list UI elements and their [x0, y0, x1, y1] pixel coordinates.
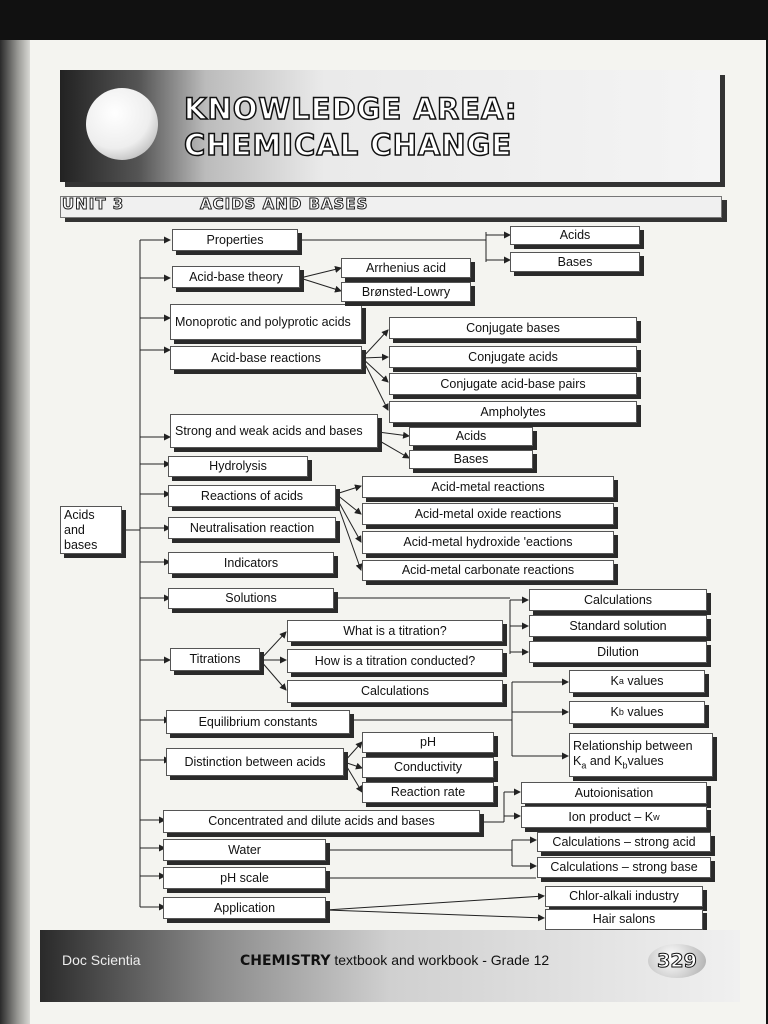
node-dilution: Dilution: [529, 641, 707, 663]
node-hydrolysis: Hydrolysis: [168, 456, 308, 477]
node-conjugate-acids: Conjugate acids: [389, 346, 637, 368]
node-equilibrium-constants: Equilibrium constants: [166, 710, 350, 734]
relationship-line1: Relationship between: [573, 738, 693, 753]
node-ion-product: [521, 806, 707, 828]
heading-line2: CHEMICAL CHANGE: [184, 128, 513, 162]
node-how-titration: How is a titration conducted?: [287, 649, 503, 673]
relationship-end: values: [627, 753, 664, 768]
node-bases-properties: Bases: [510, 252, 640, 272]
node-conductivity: Conductivity: [362, 757, 494, 778]
node-arrhenius: Arrhenius acid: [341, 258, 471, 278]
node-properties: Properties: [172, 229, 298, 251]
node-ka-values: [569, 670, 705, 693]
node-concentrated-dilute: Concentrated and dilute acids and bases: [163, 810, 480, 833]
footer-publisher: Doc Scientia: [62, 952, 141, 968]
ion-product-sub: w: [653, 811, 660, 822]
footer-book-bold: CHEMISTRY: [240, 953, 331, 969]
node-neutralisation: Neutralisation reaction: [168, 517, 336, 539]
node-bronsted-lowry: Brønsted-Lowry: [341, 282, 471, 302]
node-indicators: Indicators: [168, 552, 334, 574]
node-acid-metal-oxide: Acid-metal oxide reactions: [362, 503, 614, 525]
node-acids-strong-weak: Acids: [409, 427, 533, 446]
node-conjugate-bases: Conjugate bases: [389, 317, 637, 339]
node-relationship-ka-kb: [569, 733, 713, 777]
node-acids-properties: Acids: [510, 226, 640, 245]
kb-k: K: [610, 705, 619, 719]
node-autoionisation: Autoionisation: [521, 782, 707, 804]
ka-text: values: [623, 674, 664, 688]
unit-number: UNIT 3: [62, 195, 125, 213]
root-line1: Acids: [64, 507, 95, 522]
node-acid-base-reactions: Acid-base reactions: [170, 346, 362, 370]
node-bases-strong-weak: Bases: [409, 450, 533, 469]
node-reactions-of-acids: Reactions of acids: [168, 485, 336, 507]
relationship-sub2: b: [622, 760, 628, 771]
node-acid-metal-hydroxide: Acid-metal hydroxide 'eactions: [362, 531, 614, 554]
node-conjugate-pairs: Conjugate acid-base pairs: [389, 373, 637, 395]
node-hair-salons: Hair salons: [545, 909, 703, 930]
node-what-is-titration: What is a titration?: [287, 620, 503, 642]
node-ampholytes: Ampholytes: [389, 401, 637, 423]
root-line2: and: [64, 522, 85, 537]
node-acid-base-theory: Acid-base theory: [172, 266, 300, 288]
node-calculations: Calculations: [529, 589, 707, 611]
node-monoprotic-polyprotic: Monoprotic and polyprotic acids: [170, 304, 362, 340]
node-standard-solution: Standard solution: [529, 615, 707, 637]
relationship-k1: K: [573, 753, 582, 768]
ion-product-text: Ion product – K: [568, 809, 654, 824]
node-kb-values: [569, 701, 705, 724]
footer-book-title: [240, 952, 549, 969]
unit-title: ACIDS AND BASES: [200, 195, 369, 213]
relationship-line2: [573, 754, 664, 771]
node-calc-strong-acid: Calculations – strong acid: [537, 832, 711, 852]
node-solutions: Solutions: [168, 588, 334, 609]
node-titration-calculations: Calculations: [287, 680, 503, 703]
node-calc-strong-base: Calculations – strong base: [537, 857, 711, 878]
kb-sub: b: [618, 707, 624, 718]
footer-book-rest: textbook and workbook - Grade 12: [330, 952, 550, 968]
relationship-sub1: a: [581, 760, 587, 771]
root-line3: bases: [64, 537, 98, 552]
root-acids-and-bases: [60, 506, 122, 554]
node-reaction-rate: Reaction rate: [362, 782, 494, 803]
relationship-and: and K: [586, 753, 623, 768]
heading-line1: KNOWLEDGE AREA:: [184, 92, 518, 126]
node-water: Water: [163, 839, 326, 861]
ka-sub: a: [618, 676, 624, 687]
ka-k: K: [610, 674, 619, 688]
node-acid-metal: Acid-metal reactions: [362, 476, 614, 498]
node-titrations: Titrations: [170, 648, 260, 671]
node-distinction: Distinction between acids: [166, 748, 344, 776]
page-number: 329: [648, 944, 706, 978]
node-strong-weak: Strong and weak acids and bases: [170, 414, 378, 448]
node-ph: pH: [362, 732, 494, 753]
node-acid-metal-carbonate: Acid-metal carbonate reactions: [362, 560, 614, 581]
node-application: Application: [163, 897, 326, 919]
kb-text: values: [623, 705, 664, 719]
node-ph-scale: pH scale: [163, 867, 326, 889]
node-chlor-alkali: Chlor-alkali industry: [545, 886, 703, 907]
